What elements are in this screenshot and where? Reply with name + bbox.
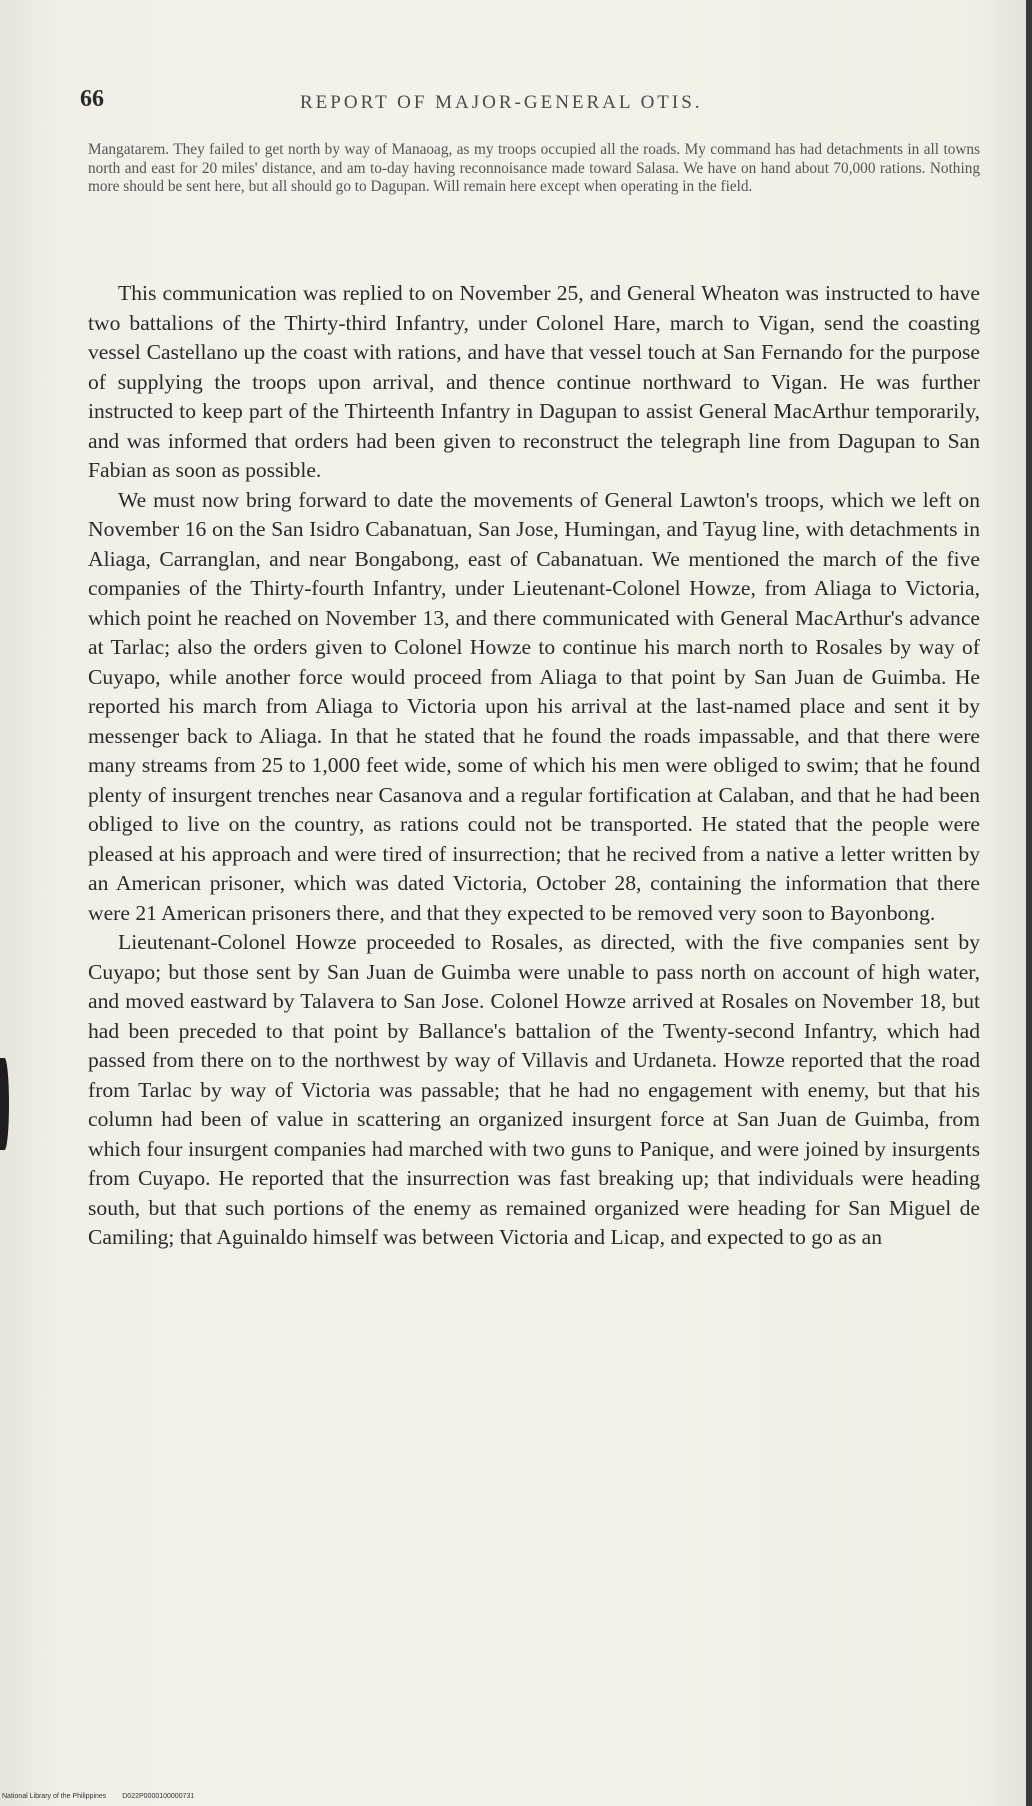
binding-shadow (0, 1058, 9, 1150)
paragraph: We must now bring forward to date the movements of General Lawton's troops, which we left on November 16 on the San Isidro Cabanatuan, San Jose, Humingan, and Tayug line, with detachments in Aliaga, Carranglan, and near Bongabong, east of Cabanatuan. We mentioned the march of the five companies of the Thirty-fourth Infantry, under Lieutenant-Colonel Howze, from Aliaga to Victoria, which point he reached on November 13, and there communicated with General MacArthur's advance at Tarlac; also the orders given to Colonel Howze to continue his march north to Rosales by way of Cuyapo, while another force would proceed from Aliaga to that point by San Juan de Guimba. He reported his march from Aliaga to Victoria upon his arrival at the last-named place and sent it by messenger back to Aliaga. In that he stated that he found the roads impassable, and that there were many streams from 25 to 1,000 feet wide, some of which his men were obliged to swim; that he found plenty of insurgent trenches near Casanova and a regular fortification at Calaban, and that he had been obliged to live on the country, as rations could not be transported. He stated that the people were pleased at his approach and were tired of insurrection; that he recived from a native a letter written by an American prisoner, which was dated Victoria, October 28, containing the information that there were 21 American prisoners there, and that they expected to be removed very soon to Bayonbong. (88, 487, 980, 925)
footer-library: National Library of the Philippines (2, 1793, 107, 1800)
paragraph: Lieutenant-Colonel Howze proceeded to Rosales, as directed, with the five companies sent by Cuyapo; but those sent by San Juan de Guimba were unable to pass north on account of high water, and moved eastward by Talavera to San Jose. Colonel Howze arrived at Rosales on November 18, but had been preceded to that point by Ballance's battalion of the Twenty-second Infantry, which had passed from there on to the northwest by way of Villavis and Urdaneta. Howze reported that the road from Tarlac by way of Victoria was passable; that he had no engagement with enemy, but that his column had been of value in scattering an organized insurgent force at San Juan de Guimba, from which four insurgent companies had marched with two guns to Panique, and were joined by insurgents from Cuyapo. He reported that the insurrection was fast breaking up; that individuals were heading south, but that such portions of the enemy as remained organized were heading for San Miguel de Camiling; that Aguinaldo himself was between Victoria and Licap, and expected to go as an (88, 930, 980, 1249)
telegram-quote: Mangatarem. They failed to get north by way of Manaoag, as my troops occupied all the roads. My command has had detachments in all towns north and east for 20 miles' distance, and am to-day having reconnoisance made toward Salasa. We have on hand about 70,000 rations. Nothing more should be sent here, but all should go to Dagupan. Will remain here except when operating in the field. (88, 141, 980, 196)
paragraph: This communication was replied to on November 25, and General Wheaton was instructed to have two battalions of the Thirty-third Infantry, under Colonel Hare, march to Vigan, send the coasting vessel Castellano up the coast with rations, and have that vessel touch at San Fernando for the purpose of supplying the troops upon arrival, and thence continue northward to Vigan. He was further instructed to keep part of the Thirteenth Infantry in Dagupan to assist General MacArthur temporarily, and was informed that orders had been given to reconstruct the telegraph line from Dagupan to San Fabian as soon as possible. (88, 281, 980, 482)
page-edge (1026, 0, 1032, 1806)
footer-id: D022P0000100000731 (122, 1793, 195, 1800)
body-text (88, 279, 980, 1253)
scan-footer (2, 1793, 208, 1800)
page-number: 66 (80, 86, 104, 112)
running-head: REPORT OF MAJOR-GENERAL OTIS. (300, 92, 703, 113)
